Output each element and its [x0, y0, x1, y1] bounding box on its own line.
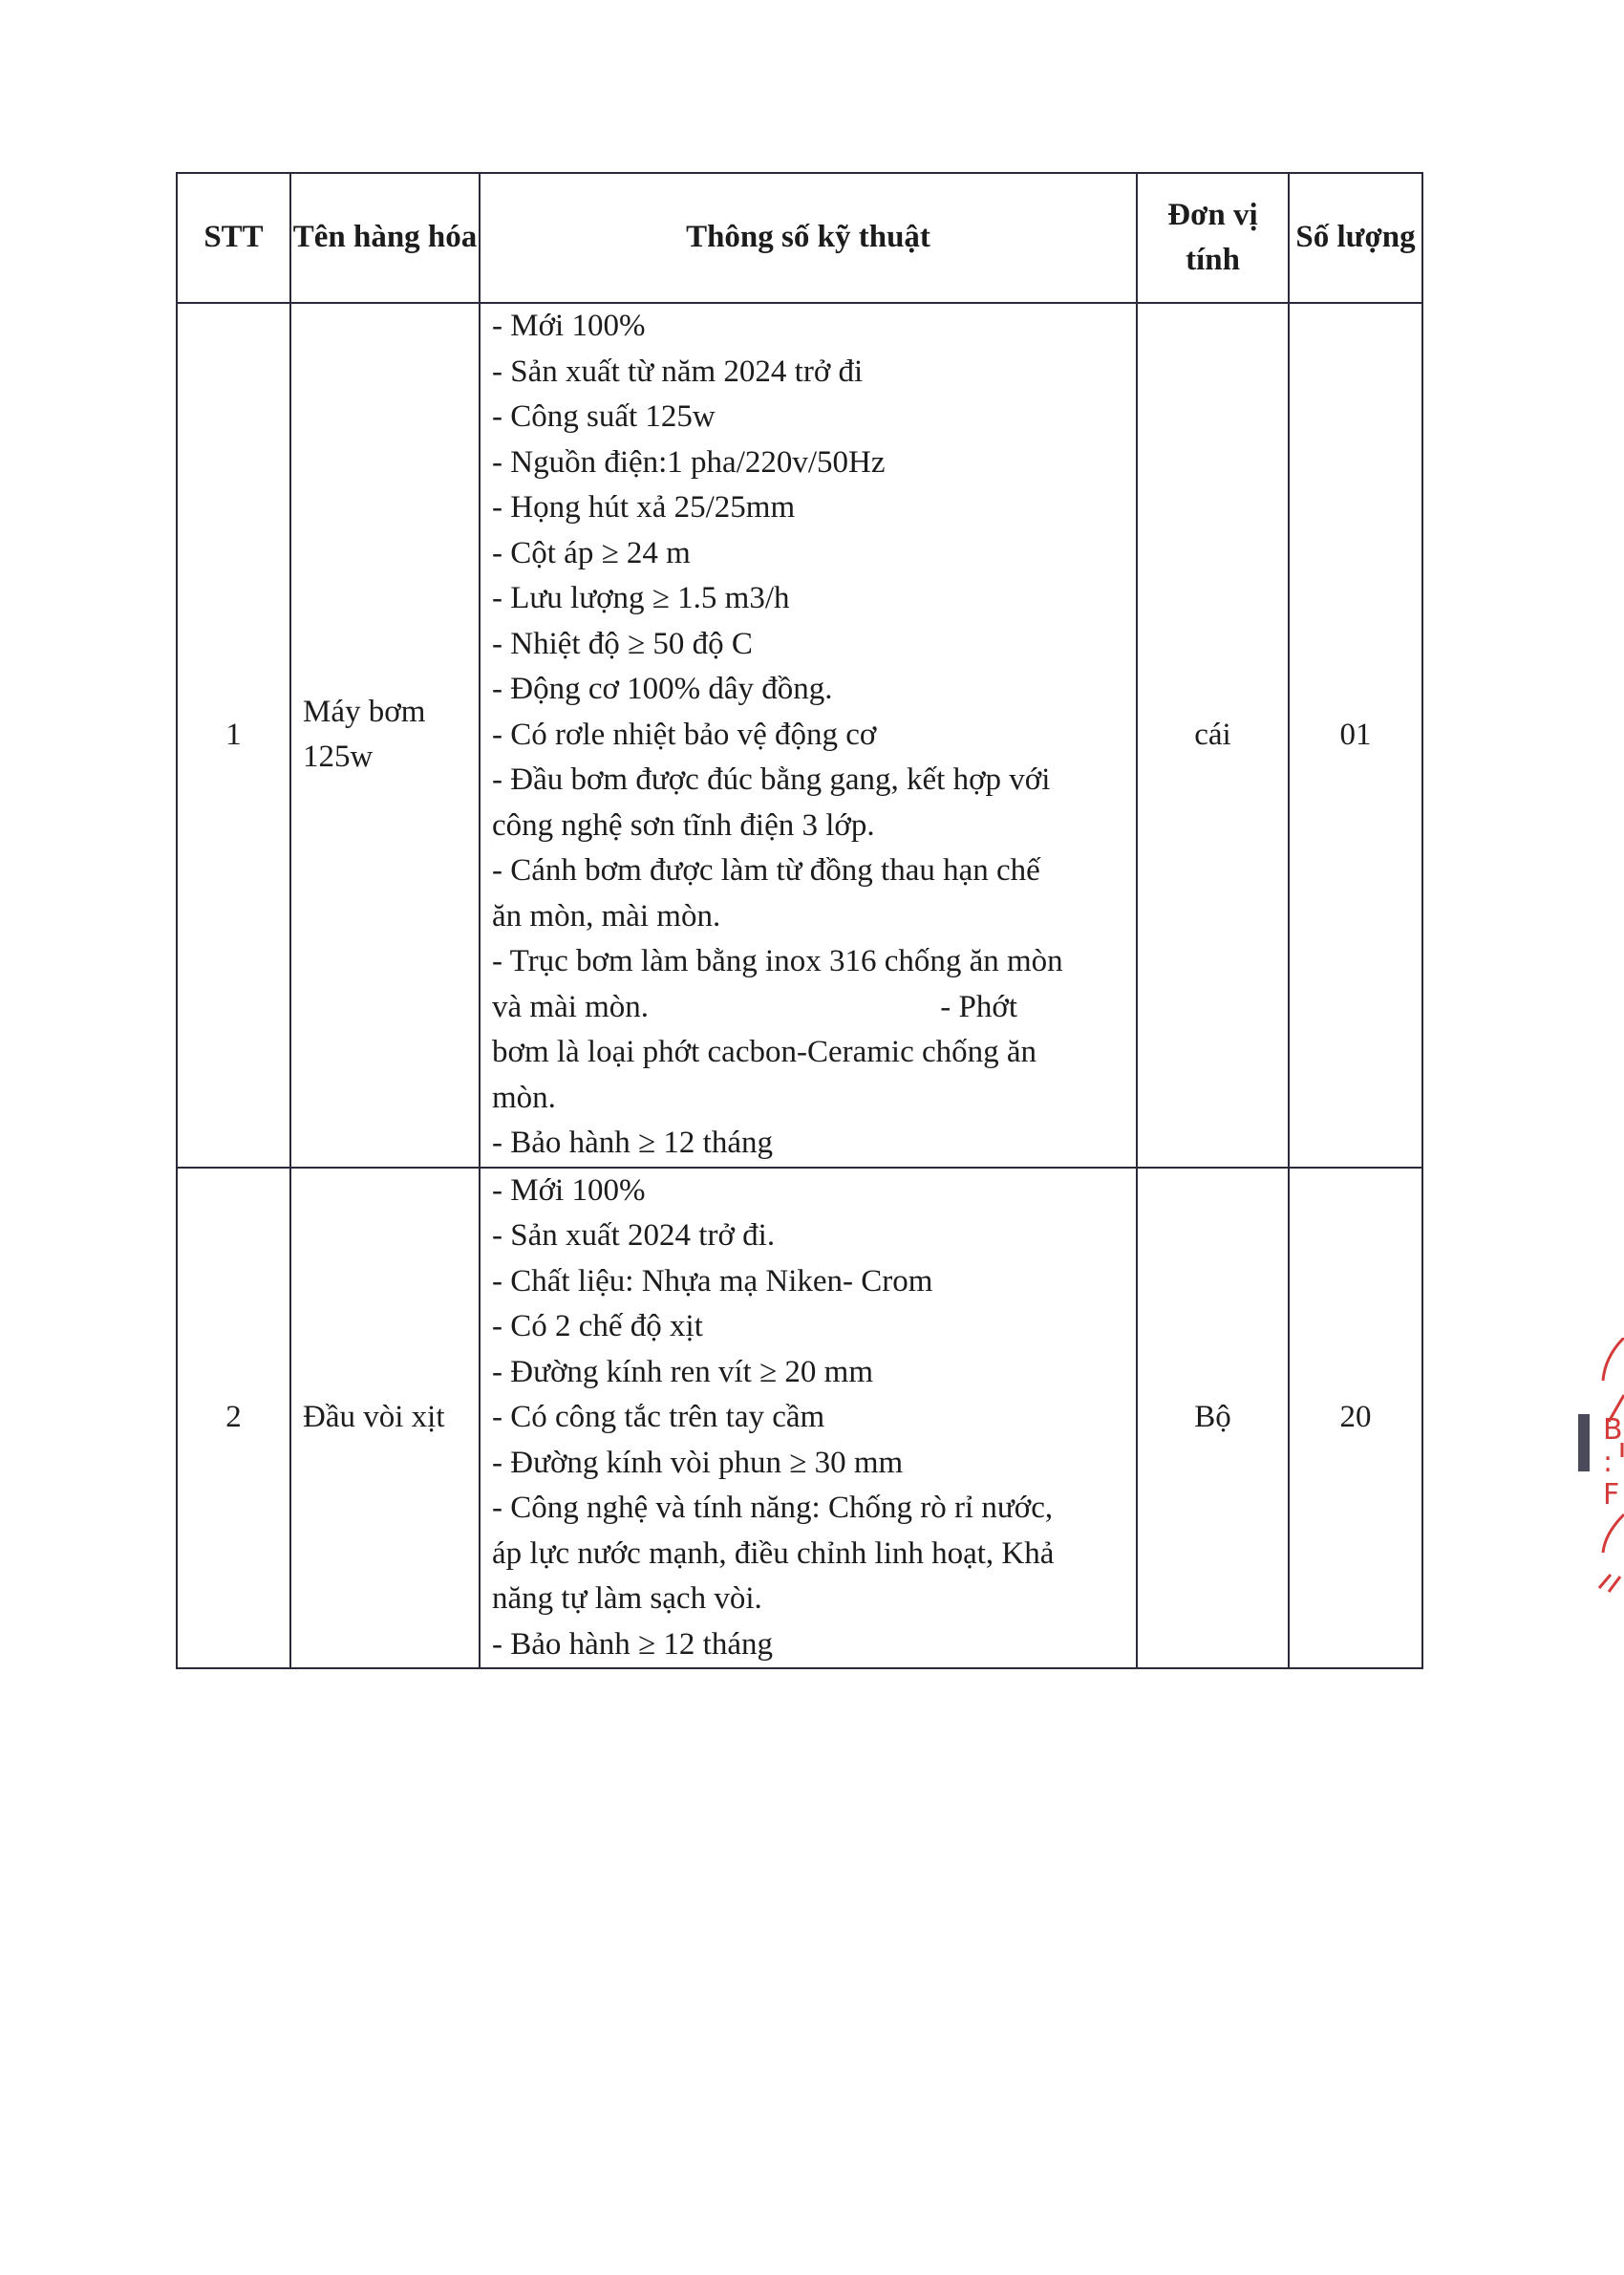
spec-line: - Công suất 125w [492, 399, 716, 434]
spec-line: - Mới 100% [492, 1172, 646, 1208]
spec-line: - Bảo hành ≥ 12 tháng [492, 1626, 773, 1662]
spec-line: - Sản xuất 2024 trở đi. [492, 1218, 776, 1253]
spec-line: mòn. [492, 1080, 556, 1115]
spec-line: - Chất liệu: Nhựa mạ Niken- Crom [492, 1263, 933, 1298]
spec-line: - Nhiệt độ ≥ 50 độ C [492, 626, 753, 661]
row-specs [480, 1168, 1137, 1669]
header-specs: Thông số kỹ thuật [480, 173, 1137, 303]
header-name: Tên hàng hóa [290, 173, 480, 303]
row-specs [480, 303, 1137, 1168]
row-stt: 1 [177, 303, 290, 1168]
spec-line: - Công nghệ và tính năng: Chống rò rỉ nước, [492, 1491, 1054, 1525]
spec-line: - Động cơ 100% dây đồng. [492, 672, 833, 706]
spec-line: - Có công tắc trên tay cầm [492, 1400, 825, 1434]
spec-line: - Đầu bơm được đúc bằng gang, kết hợp với [492, 762, 1051, 797]
spec-line: - Bảo hành ≥ 12 tháng [492, 1126, 773, 1160]
spec-line: năng tự làm sạch vòi. [492, 1581, 762, 1616]
header-unit: Đơn vị tính [1137, 173, 1289, 303]
spec-line: - Đường kính vòi phun ≥ 30 mm [492, 1445, 904, 1480]
spec-line: - Có 2 chế độ xịt [492, 1309, 703, 1343]
header-row [177, 173, 1422, 303]
spec-line: ăn mòn, mài mòn. [492, 898, 721, 934]
spec-line: - Có rơle nhiệt bảo vệ động cơ [492, 717, 877, 752]
row-item-name: Đầu vòi xịt [290, 1168, 480, 1669]
spec-line: - Họng hút xả 25/25mm [492, 490, 796, 525]
spec-line: và mài mòn. - Phớt [492, 989, 1018, 1024]
spec-line: - Lưu lượng ≥ 1.5 m3/h [492, 581, 790, 615]
spec-line: - Nguồn điện:1 pha/220v/50Hz [492, 444, 886, 480]
spec-line: - Đường kính ren vít ≥ 20 mm [492, 1354, 873, 1389]
header-quantity: Số lượng [1289, 173, 1422, 303]
spec-line: bơm là loại phớt cacbon-Ceramic chống ăn [492, 1035, 1037, 1069]
row-quantity: 20 [1289, 1168, 1422, 1669]
spec-table [176, 172, 1423, 1669]
spec-line: áp lực nước mạnh, điều chỉnh linh hoạt, Khả [492, 1535, 1055, 1571]
spec-line: - Sản xuất từ năm 2024 trở đi [492, 354, 864, 389]
red-stamp-fragment [1567, 1338, 1624, 1653]
spec-line: - Trục bơm làm bằng inox 316 chống ăn mòn [492, 944, 1063, 978]
spec-line: - Cánh bơm được làm từ đồng thau hạn chế [492, 853, 1040, 888]
row-quantity: 01 [1289, 303, 1422, 1168]
table-row [177, 303, 1422, 1168]
row-unit: cái [1137, 303, 1289, 1168]
header-stt: STT [177, 173, 290, 303]
row-unit: Bộ [1137, 1168, 1289, 1669]
row-stt: 2 [177, 1168, 290, 1669]
table-row [177, 1168, 1422, 1669]
spec-line: công nghệ sơn tĩnh điện 3 lớp. [492, 807, 875, 843]
spec-line: - Cột áp ≥ 24 m [492, 535, 691, 570]
row-item-name: Máy bơm 125w [290, 303, 480, 1168]
spec-line: - Mới 100% [492, 309, 646, 343]
stamp-text: B :F [1603, 1413, 1623, 1512]
